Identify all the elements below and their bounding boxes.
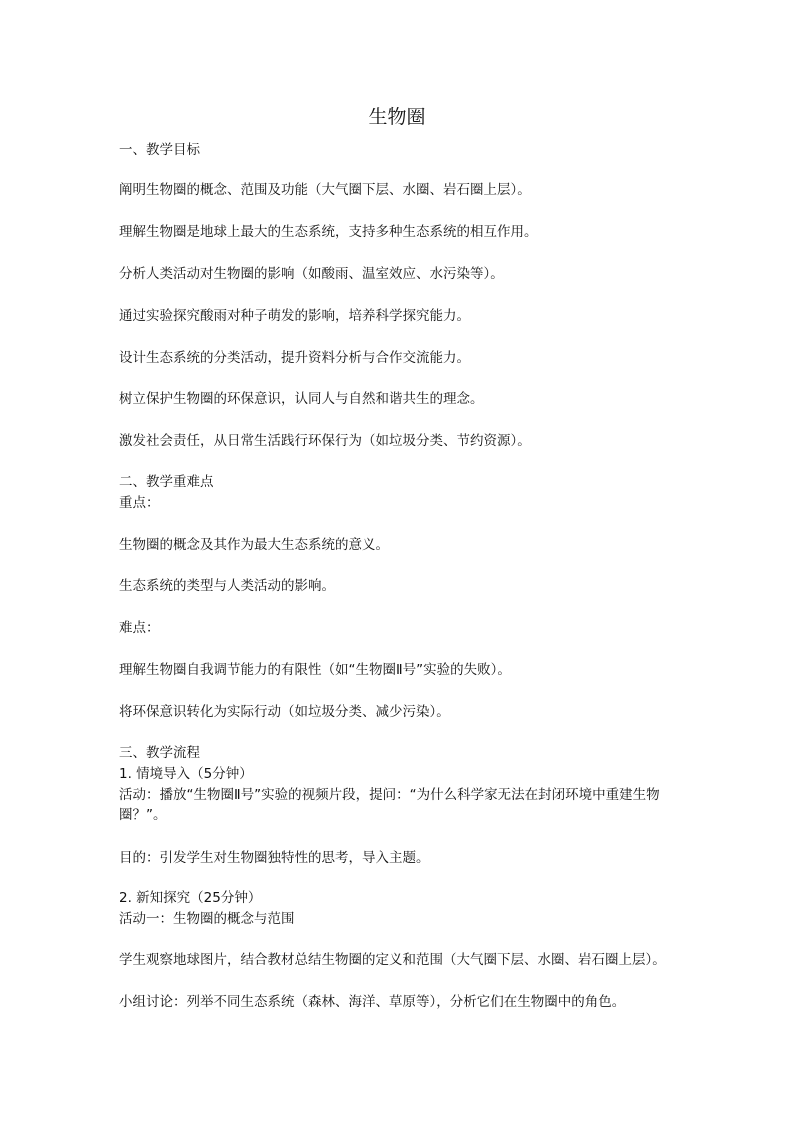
difficulty-item: 理解生物圈自我调节能力的有限性（如“生物圈Ⅱ号”实验的失败）。: [119, 662, 511, 678]
objective-item: 通过实验探究酸雨对种子萌发的影响，培养科学探究能力。: [119, 308, 470, 324]
section-heading-process: 三、教学流程: [119, 745, 200, 761]
step-title: 1. 情境导入（5分钟）: [119, 766, 253, 782]
section-heading-objectives: 一、教学目标: [119, 142, 200, 158]
difficulty-item: 将环保意识转化为实际行动（如垃圾分类、减少污染）。: [119, 704, 450, 720]
objective-item: 理解生物圈是地球上最大的生态系统，支持多种生态系统的相互作用。: [119, 224, 538, 240]
key-point-item: 生物圈的概念及其作为最大生态系统的意义。: [119, 537, 389, 553]
section-heading-key-points: 二、教学重难点: [119, 474, 214, 490]
key-point-item: 生态系统的类型与人类活动的影响。: [119, 578, 335, 594]
body-paragraph: 学生观察地球图片，结合教材总结生物圈的定义和范围（大气圈下层、水圈、岩石圈上层）。: [119, 952, 666, 968]
objective-item: 阐明生物圈的概念、范围及功能（大气圈下层、水圈、岩石圈上层）。: [119, 182, 531, 198]
step-activity-paragraph: 活动：播放“生物圈Ⅱ号”实验的视频片段，提问：“为什么科学家无法在封闭环境中重建生物圈？”。: [119, 787, 660, 823]
objective-item: 设计生态系统的分类活动，提升资料分析与合作交流能力。: [119, 350, 470, 366]
body-paragraph: 小组讨论：列举不同生态系统（森林、海洋、草原等），分析它们在生物圈中的角色。: [119, 994, 626, 1010]
difficulties-label: 难点：: [119, 620, 160, 636]
activity-heading: 活动一：生物圈的概念与范围: [119, 911, 295, 927]
key-points-label: 重点：: [119, 495, 160, 511]
step-purpose-paragraph: 目的：引发学生对生物圈独特性的思考，导入主题。: [119, 850, 430, 866]
objective-item: 激发社会责任，从日常生活践行环保行为（如垃圾分类、节约资源）。: [119, 433, 531, 449]
objective-item: 树立保护生物圈的环保意识，认同人与自然和谐共生的理念。: [119, 391, 484, 407]
step-title: 2. 新知探究（25分钟）: [119, 890, 262, 906]
objective-item: 分析人类活动对生物圈的影响（如酸雨、温室效应、水污染等）。: [119, 266, 504, 282]
document-title: 生物圈: [368, 106, 426, 128]
